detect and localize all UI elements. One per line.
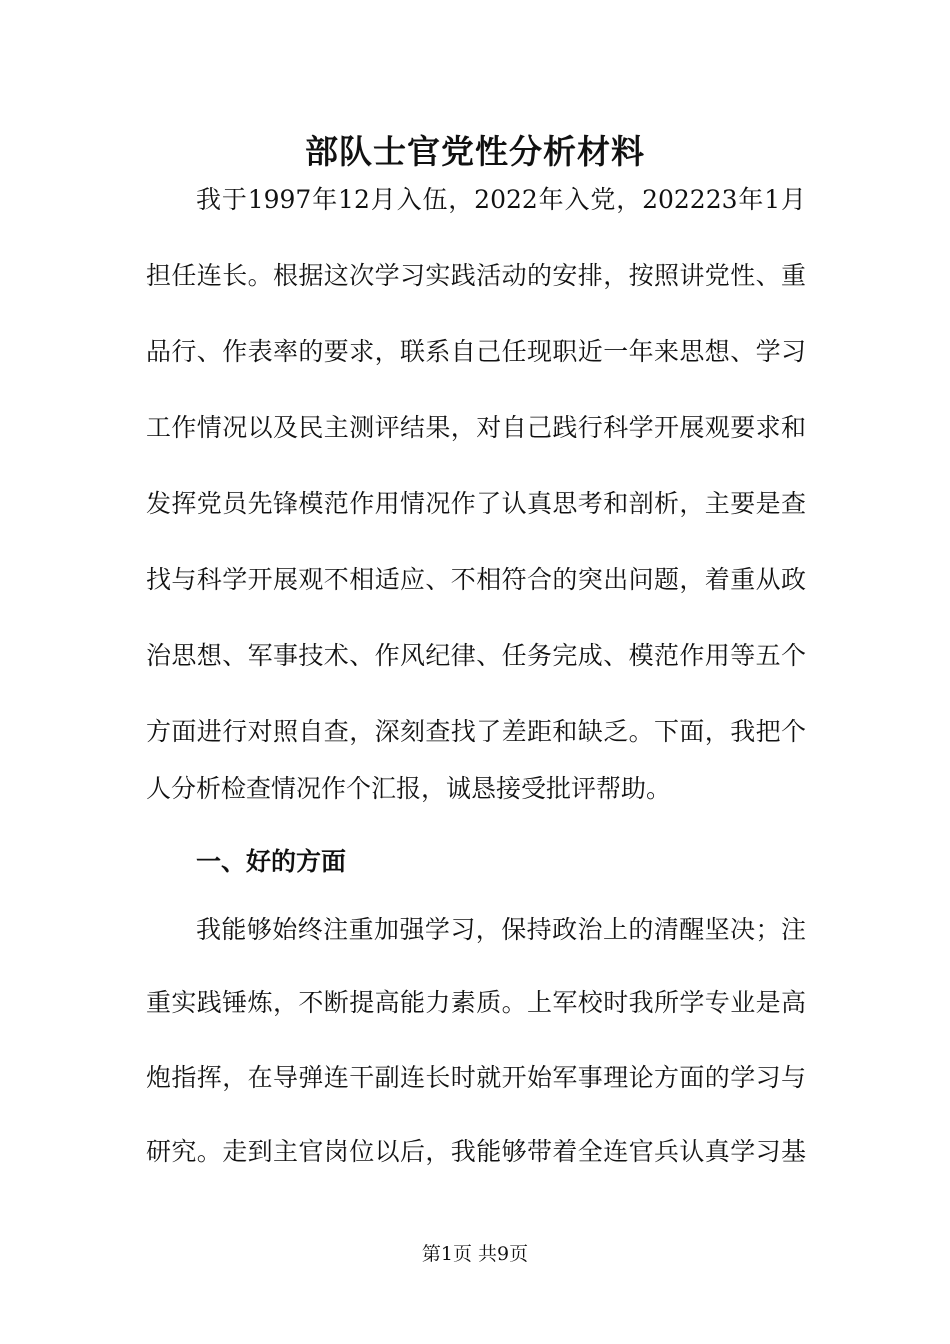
paragraph-1-line-4: 工作情况以及民主测评结果，对自己践行科学开展观要求和	[146, 413, 806, 442]
document-title: 部队士官党性分析材料	[305, 132, 645, 171]
section-heading-good-aspects: 一、好的方面	[196, 847, 347, 876]
paragraph-1-line-5: 发挥党员先锋模范作用情况作了认真思考和剖析，主要是查	[146, 489, 806, 518]
paragraph-1-line-2: 担任连长。根据这次学习实践活动的安排，按照讲党性、重	[146, 261, 806, 290]
page-indicator: 第1页 共9页	[421, 1243, 529, 1265]
paragraph-2-line-4: 研究。走到主官岗位以后，我能够带着全连官兵认真学习基	[146, 1137, 806, 1166]
paragraph-1-line-9: 人分析检查情况作个汇报，诚恳接受批评帮助。	[146, 774, 672, 803]
paragraph-1-line-3: 品行、作表率的要求，联系自己任现职近一年来思想、学习	[146, 337, 806, 366]
paragraph-1-line-1: 我于1997年12月入伍，2022年入党，202223年1月	[196, 185, 806, 214]
paragraph-2-line-1: 我能够始终注重加强学习，保持政治上的清醒坚决；注	[196, 915, 806, 944]
paragraph-2-line-2: 重实践锤炼，不断提高能力素质。上军校时我所学专业是高	[146, 988, 806, 1017]
paragraph-1-line-7: 治思想、军事技术、作风纪律、任务完成、模范作用等五个	[146, 641, 806, 670]
paragraph-1-line-8: 方面进行对照自查，深刻查找了差距和缺乏。下面，我把个	[146, 717, 806, 746]
paragraph-1-line-6: 找与科学开展观不相适应、不相符合的突出问题，着重从政	[146, 565, 806, 594]
paragraph-2-line-3: 炮指挥，在导弹连干副连长时就开始军事理论方面的学习与	[146, 1063, 806, 1092]
